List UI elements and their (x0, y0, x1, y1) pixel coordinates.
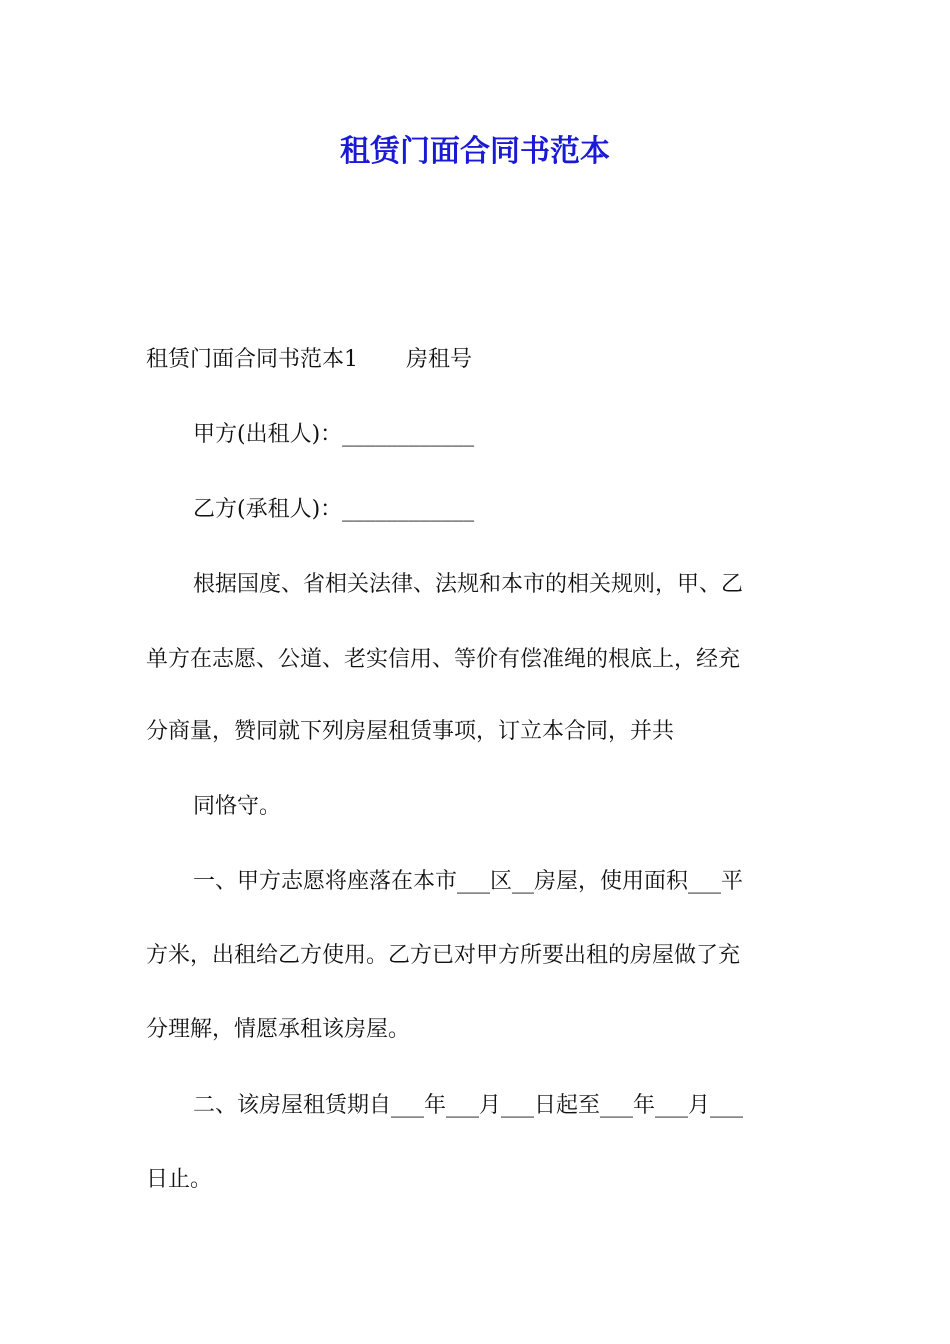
document-title: 租赁门面合同书范本 (340, 134, 610, 169)
clause-one-line-1: 一、甲方志愿将座落在本市___区__房屋，使用面积___平 (193, 869, 744, 894)
paragraph-intro-line-2: 单方在志愿、公道、老实信用、等价有偿准绳的根底上，经充 (146, 647, 741, 672)
clause-two-line-2: 日止。 (146, 1167, 213, 1192)
party-b-line: 乙方(承租人)：____________ (193, 497, 475, 522)
party-a-line: 甲方(出租人)：____________ (193, 422, 475, 447)
clause-one-line-2: 方米，出租给乙方使用。乙方已对甲方所要出租的房屋做了充 (146, 943, 741, 968)
contract-name: 租赁门面合同书范本1 (146, 347, 358, 372)
clause-one-line-3: 分理解，情愿承租该房屋。 (146, 1017, 411, 1042)
paragraph-intro-line-4: 同恪守。 (193, 794, 282, 819)
contract-heading-line (146, 340, 472, 380)
rent-number-label: 房租号 (406, 347, 473, 372)
clause-two-line-1: 二、该房屋租赁期自___年___月___日起至___年___月___ (193, 1093, 744, 1118)
paragraph-intro-line-1: 根据国度、省相关法律、法规和本市的相关规则，甲、乙 (193, 572, 744, 597)
paragraph-intro-line-3: 分商量，赞同就下列房屋租赁事项，订立本合同，并共 (146, 719, 675, 744)
